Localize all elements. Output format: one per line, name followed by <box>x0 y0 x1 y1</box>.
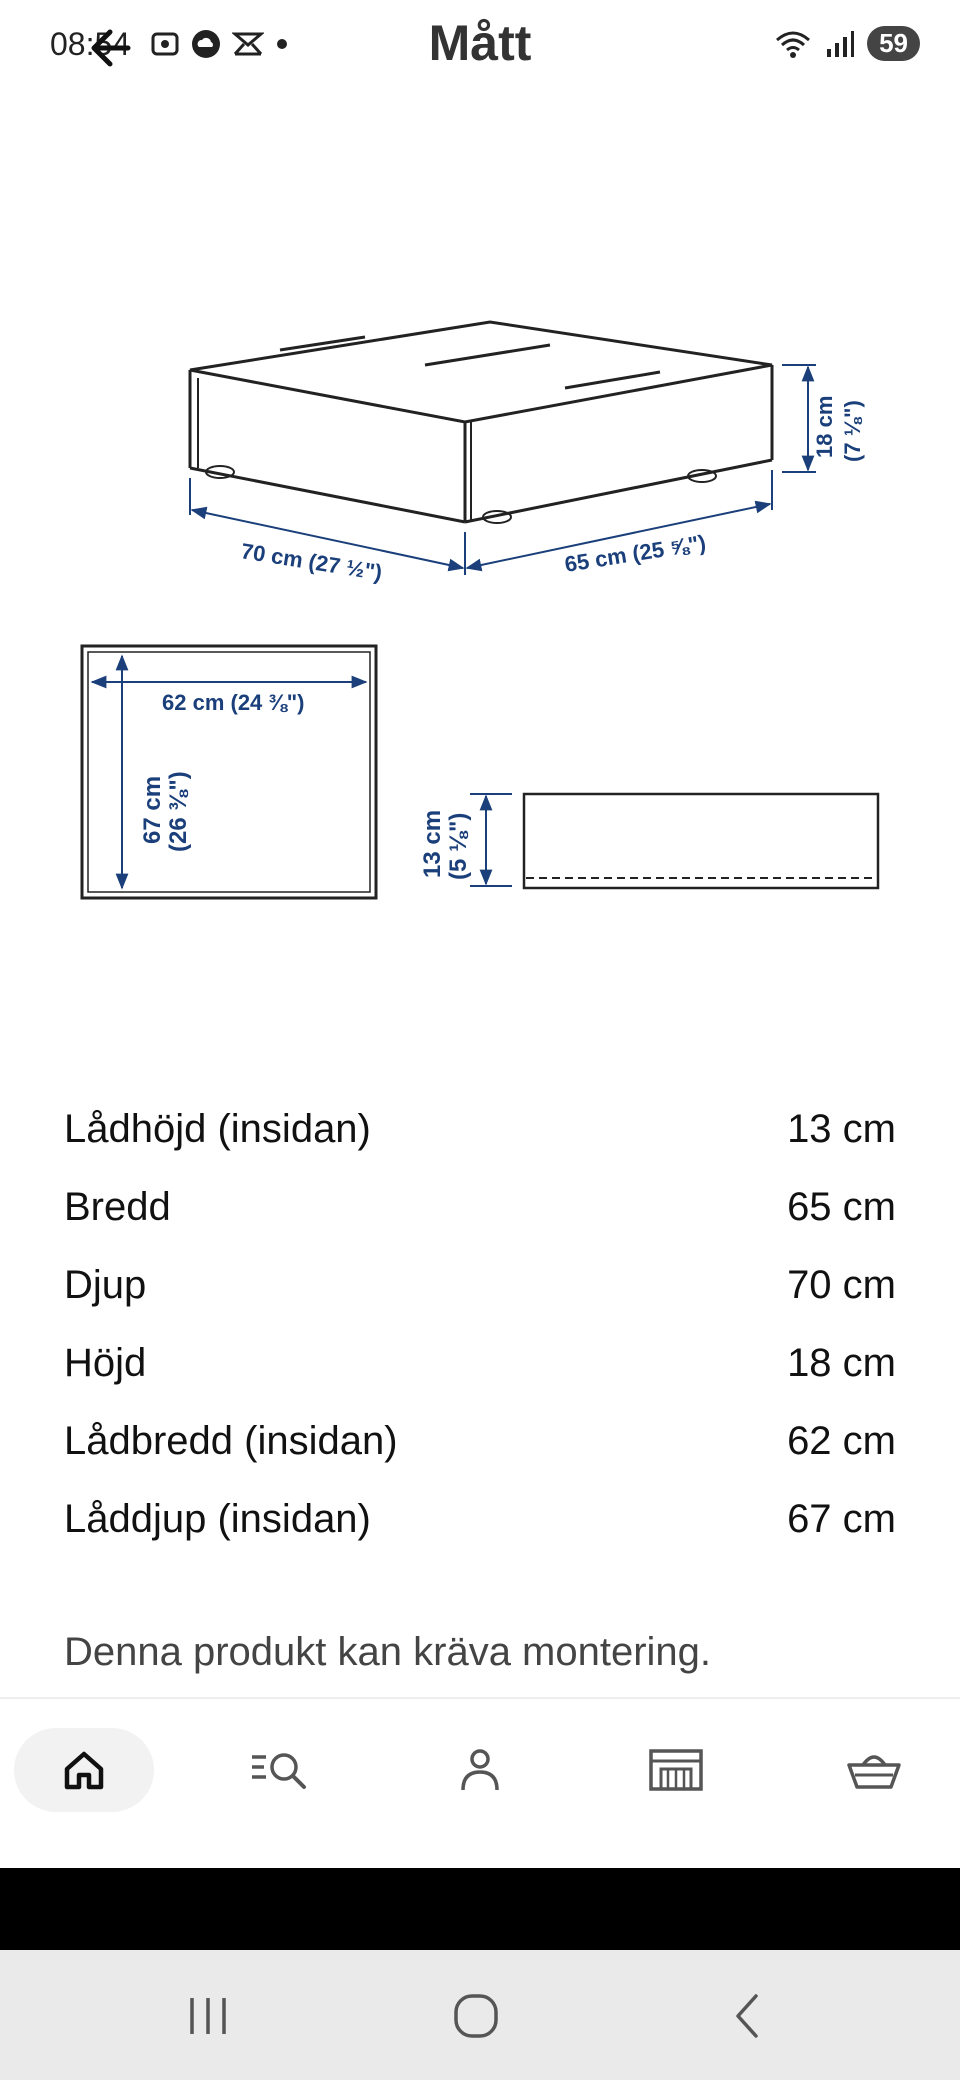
spec-row <box>64 1324 896 1402</box>
spec-label: Låddjup (insidan) <box>64 1496 371 1541</box>
page-title: Mått <box>428 15 532 71</box>
recent-apps-button[interactable] <box>168 1986 248 2046</box>
home-icon <box>61 1747 107 1793</box>
inner-height-label: 13 cm <box>419 809 446 878</box>
bottom-nav <box>0 1700 960 1868</box>
spec-value: 18 cm <box>787 1340 896 1385</box>
system-back-button[interactable] <box>708 1986 788 2046</box>
nav-stores[interactable] <box>606 1728 746 1812</box>
store-icon <box>647 1747 705 1793</box>
home-circle-icon <box>452 1992 500 2040</box>
assembly-note: Denna produkt kan kräva montering. <box>64 1630 712 1674</box>
spec-value: 67 cm <box>787 1496 896 1541</box>
status-bar <box>0 0 960 90</box>
spec-row <box>64 1480 896 1558</box>
black-bar <box>0 1868 960 1950</box>
spec-label: Djup <box>64 1262 147 1307</box>
box-3d <box>190 322 772 523</box>
spec-label: Lådhöjd (insidan) <box>64 1106 371 1151</box>
spec-label: Bredd <box>64 1184 171 1229</box>
spec-row <box>64 1090 896 1168</box>
spec-row <box>64 1168 896 1246</box>
spec-value: 13 cm <box>787 1106 896 1151</box>
spec-row <box>64 1246 896 1324</box>
basket-icon <box>845 1747 903 1793</box>
nav-home[interactable] <box>14 1728 154 1812</box>
inner-depth-label: 67 cm <box>139 775 166 844</box>
side-view <box>524 794 878 888</box>
top-view <box>82 646 376 898</box>
recent-apps-icon <box>186 1994 230 2038</box>
nav-basket[interactable] <box>804 1728 944 1812</box>
spec-row <box>64 1402 896 1480</box>
status-time: 08:54 <box>50 26 131 62</box>
dimension-drawing <box>0 300 960 940</box>
width-dimension-label: 65 cm (25 ⅝") <box>562 529 708 577</box>
system-nav <box>0 1950 960 2080</box>
inner-depth-label-inch: (26 ⅜") <box>165 771 192 852</box>
system-status <box>773 26 920 61</box>
spec-value: 70 cm <box>787 1262 896 1307</box>
spec-value: 62 cm <box>787 1418 896 1463</box>
battery-badge: 59 <box>867 26 920 61</box>
nav-search[interactable] <box>212 1728 352 1812</box>
spec-value: 65 cm <box>787 1184 896 1229</box>
inner-height-label-inch: (5 ⅛") <box>445 812 472 880</box>
signal-icon <box>825 29 855 59</box>
spec-label: Höjd <box>64 1340 147 1385</box>
divider <box>0 1697 960 1699</box>
spec-table <box>64 1090 896 1558</box>
height-dimension-label: 18 cm <box>812 395 837 458</box>
home-button[interactable] <box>436 1986 516 2046</box>
profile-icon <box>457 1746 503 1794</box>
wifi-icon <box>773 28 813 60</box>
chevron-left-icon <box>728 1992 768 2040</box>
height-dimension-label-inch: (7 ⅛") <box>840 400 865 462</box>
spec-label: Lådbredd (insidan) <box>64 1418 398 1463</box>
depth-dimension-label: 70 cm (27 ½") <box>239 538 384 586</box>
search-list-icon <box>250 1747 314 1793</box>
nav-profile[interactable] <box>410 1728 550 1812</box>
inner-width-label: 62 cm (24 ⅜") <box>162 690 305 715</box>
